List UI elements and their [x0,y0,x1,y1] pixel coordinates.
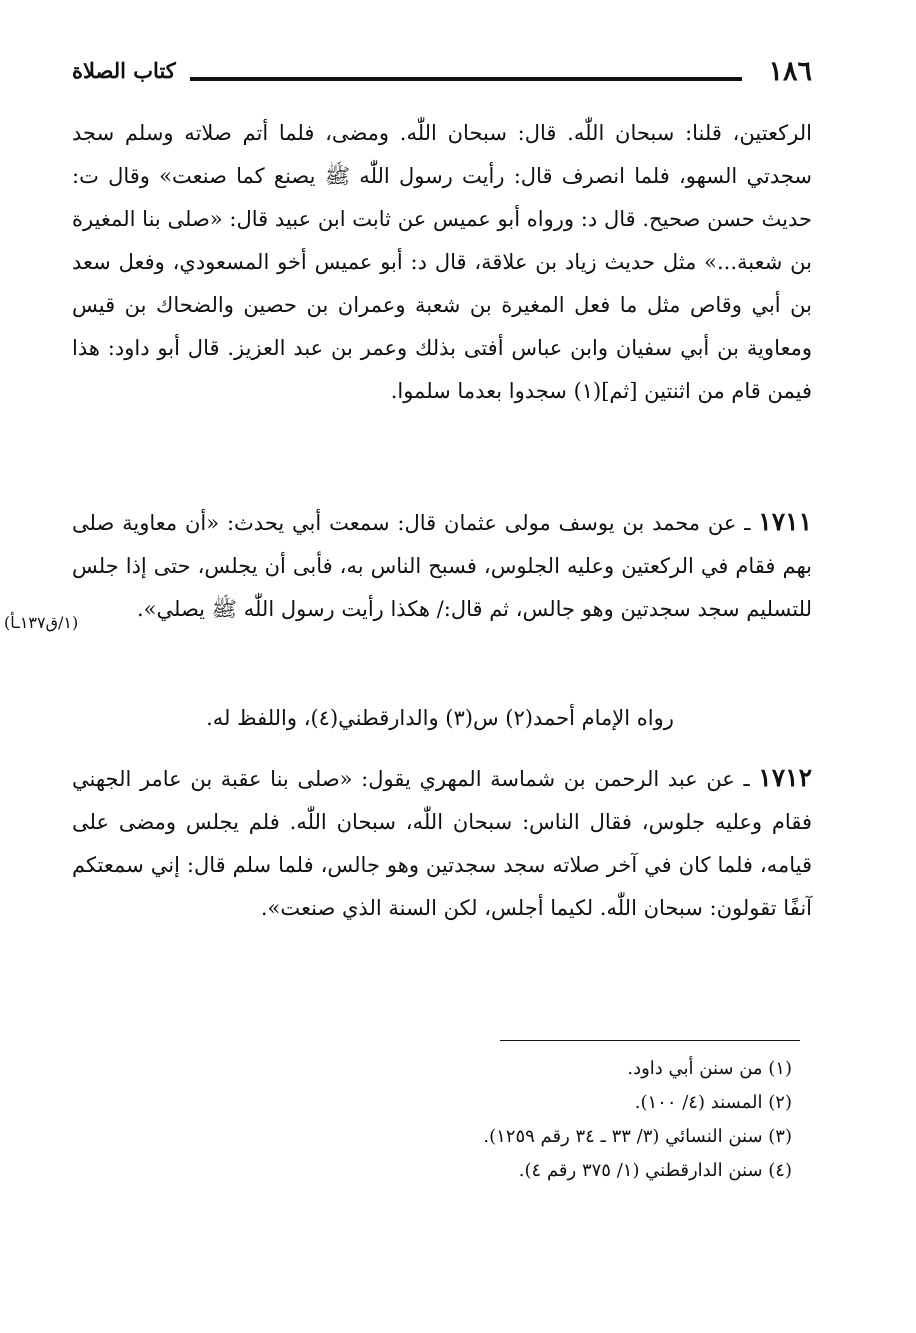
book-title: كتاب الصلاة [72,58,176,83]
page-number: ١٨٦ [768,56,812,87]
footnote: (٢) المسند (٤/ ١٠٠). [634,1092,792,1113]
footnote: (٤) سنن الدارقطني (١/ ٣٧٥ رقم ٤). [518,1160,792,1181]
paragraph-continuation [72,112,812,413]
hadith-1711 [72,500,812,631]
margin-note: (١/ق١٣٧ـأ) [4,613,79,632]
hadith-1712 [72,756,812,930]
footnote: (١) من سنن أبي داود. [627,1058,792,1079]
footnote: (٣) سنن النسائي (٣/ ٣٣ ـ ٣٤ رقم ١٢٥٩). [483,1126,792,1147]
narration-text: رواه الإمام أحمد(٢) س(٣) والدارقطني(٤)، واللفظ له. [206,706,674,730]
footnote-rule [500,1040,800,1041]
footnotes [272,1052,792,1188]
hadith-number: ١٧١٢ [758,763,812,792]
hadith-text: ـ عن محمد بن يوسف مولى عثمان قال: سمعت أبي يحدث: «أن معاوية صلى بهم فقام في الركعتين وعليه الجلوس، فسبح الناس به، فأبى أن يجلس، حتى إذا جلس للتسليم سجد سجدتين وهو جالس، ثم قال:/ هكذا رأيت رسول اللّٰه ﷺ يصلي». [72,511,812,621]
narration-source [110,697,770,740]
paragraph-text: الركعتين، قلنا: سبحان اللّٰه. قال: سبحان اللّٰه. ومضى، فلما أتم صلاته وسلم سجد سجدتي السهو، فلما انصرف قال: رأيت رسول اللّٰه ﷺ يصنع كما صنعت» وقال ت: حديث حسن صحيح. قال د: ورواه أبو عميس عن ثابت ابن عبيد قال: «صلى بنا المغيرة بن شعبة...» مثل حديث زياد بن علاقة، قال د: أبو عميس أخو المسعودي، وفعل سعد بن أبي وقاص مثل ما فعل المغيرة بن شعبة وعمران بن حصين والضحاك بن قيس ومعاوية بن أبي سفيان وابن عباس أفتى بذلك وعمر بن عبد العزيز. قال أبو داود: هذا فيمن قام من اثنتين [ثم](١) سجدوا بعدما سلموا. [72,121,812,403]
hadith-text: ـ عن عبد الرحمن بن شماسة المهري يقول: «صلى بنا عقبة بن عامر الجهني فقام وعليه جلوس، فقال الناس: سبحان اللّٰه، سبحان اللّٰه. فلم يجلس ومضى على قيامه، فلما كان في آخر صلاته سجد سجدتين وهو جالس، فلما سلم قال: إني سمعتكم آنفًا تقولون: سبحان اللّٰه. لكيما أجلس، لكن السنة الذي صنعت». [72,767,812,920]
hadith-number: ١٧١١ [758,507,812,536]
header-rule [190,77,742,81]
page-header [72,56,812,96]
